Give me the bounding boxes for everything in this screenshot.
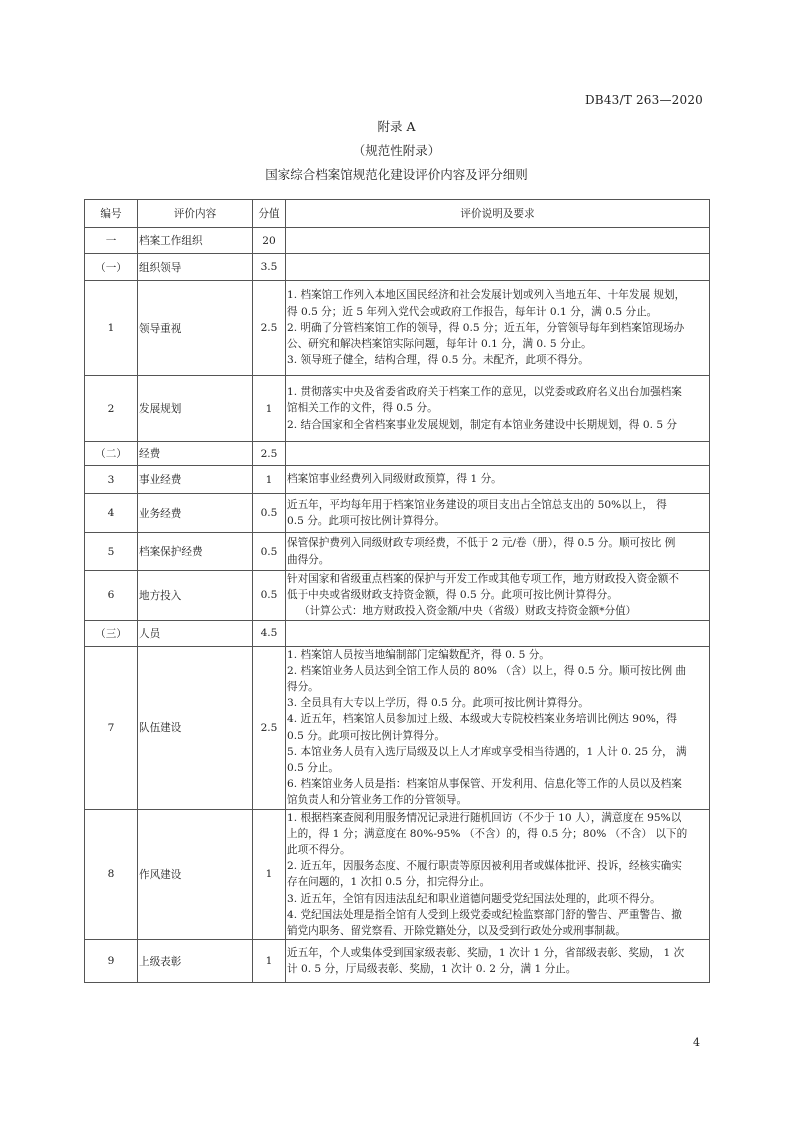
description-line: 0.5 分。此项可按比例计算得分。: [287, 729, 445, 742]
table-row: [85, 571, 710, 621]
table-row: [85, 620, 710, 646]
column-header-score: 分值: [253, 200, 286, 228]
row-description: [286, 228, 710, 254]
description-line: 4. 党纪国法处理是指全馆有人受到上级党委或纪检监察部门舒的警告、严重警告、撤: [287, 908, 682, 921]
row-item: 队伍建设: [138, 646, 253, 809]
row-description: [286, 646, 710, 809]
description-line: 此项不得分。: [287, 844, 351, 857]
table-row: [85, 376, 710, 442]
row-item: 业务经费: [138, 494, 253, 533]
row-score: 0.5: [253, 494, 286, 533]
row-score: 20: [253, 228, 286, 254]
description-line: 曲得分。: [287, 553, 330, 566]
description-line: 近五年，个人或集体受到国家级表彰、奖励，1 次计 1 分，省部级表彰、奖励， 1 次: [287, 947, 685, 960]
row-score: 1: [253, 809, 286, 940]
description-line: 0.5 分。此项可按比例计算得分。: [287, 515, 445, 527]
row-description: [286, 281, 710, 376]
row-score: 1: [253, 466, 286, 494]
description-line: 档案馆事业经费列入同级财政预算，得 1 分。: [287, 473, 502, 486]
row-item: 发展规划: [138, 376, 253, 442]
description-line: 馆负责人和分管业务工作的分管领导。: [287, 794, 468, 807]
page-number: 4: [693, 1036, 700, 1049]
table-row: [85, 254, 710, 281]
row-item: 事业经费: [138, 466, 253, 494]
row-description: [286, 494, 710, 533]
row-number: 一: [85, 228, 138, 254]
row-item: 档案保护经费: [138, 533, 253, 571]
description-line: 6. 档案馆业务人员是指：档案馆从事保管、开发利用、信息化等工作的人员以及档案: [287, 778, 682, 791]
row-item: 人员: [138, 620, 253, 646]
table-row: [85, 533, 710, 571]
row-number: （一）: [85, 254, 138, 281]
row-number: 3: [85, 466, 138, 494]
row-number: 4: [85, 494, 138, 533]
table-row: [85, 442, 710, 466]
description-line: 2. 近五年，因服务态度、不履行职责等原因被利用者或媒体批评、投诉，经核实确实: [287, 860, 682, 873]
description-line: 公、研究和解决档案馆实际问题，每年计 0.1 分，满 0. 5 分止。: [287, 338, 592, 351]
row-number: 7: [85, 646, 138, 809]
row-item: 组织领导: [138, 254, 253, 281]
row-number: 5: [85, 533, 138, 571]
description-line: 1. 档案馆人员按当地编制部门定编数配齐，得 0. 5 分。: [287, 648, 550, 661]
row-number: （二）: [85, 442, 138, 466]
description-line: 销党内职务、留党察看、开除党籍处分，以及受到行政处分或刑事制裁。: [287, 925, 626, 938]
description-line: 2. 档案馆业务人员达到全馆工作人员的 80% （含）以上，得 0.5 分。顺可按比例 曲: [287, 664, 687, 677]
row-number: 8: [85, 809, 138, 940]
row-score: 4.5: [253, 620, 286, 646]
description-line: 3. 领导班子健全，结构合理，得 0.5 分。未配齐，此项不得分。: [287, 354, 589, 367]
description-line: 1. 根据档案查阅利用服务情况记录进行随机回访（不少于 10 人），满意度在 95%以: [287, 811, 682, 824]
row-score: 2.5: [253, 442, 286, 466]
table-row: [85, 940, 710, 983]
column-header-item: 评价内容: [138, 200, 253, 228]
row-description: [286, 940, 710, 983]
description-line: 针对国家和省级重点档案的保护与开发工作或其他专项工作，地方财政投入资金额不: [287, 573, 679, 585]
row-number: 1: [85, 281, 138, 376]
row-score: 0.5: [253, 571, 286, 621]
row-description: [286, 254, 710, 281]
description-line: 5. 本馆业务人员有入选厅局级及以上人才库或享受相当待遇的，1 人计 0. 25 分， 满: [287, 745, 687, 758]
table-row: [85, 466, 710, 494]
description-line: 2. 明确了分管档案馆工作的领导，得 0.5 分；近五年，分管领导每年到档案馆现场办: [287, 321, 685, 334]
table-row: [85, 494, 710, 533]
table-row: [85, 646, 710, 809]
description-line: 低于中央或省级财政支持资金额，得 0.5 分。此项可按比例计算得分。: [287, 589, 618, 602]
row-description: [286, 466, 710, 494]
description-line: 计 0. 5 分，厅局级表彰、奖励，1 次计 0. 2 分，满 1 分止。: [287, 963, 577, 976]
row-description: [286, 571, 710, 621]
row-score: 0.5: [253, 533, 286, 571]
description-line: 3. 全员具有大专以上学历，得 0.5 分。此项可按比例计算得分。: [287, 697, 589, 710]
table-row: [85, 809, 710, 940]
description-line: 保管保护费列入同级财政专项经费，不低于 2 元/卷（册），得 0.5 分。顺可按比 例: [287, 537, 676, 550]
description-line: 2. 结合国家和全省档案事业发展规划，制定有本馆业务建设中长期规划，得 0. 5 分: [287, 418, 678, 431]
row-item: 经费: [138, 442, 253, 466]
description-line: （计算公式：地方财政投入资金额/中央（省级）财政支持资金额*分值）: [299, 605, 637, 618]
appendix-title: 附录 A: [377, 119, 416, 134]
row-description: [286, 809, 710, 940]
row-number: （三）: [85, 620, 138, 646]
description-line: 1. 贯彻落实中央及省委省政府关于档案工作的意见，以党委或政府名义出台加强档案: [287, 386, 682, 399]
description-line: 4. 近五年，档案馆人员参加过上级、本级或大专院校档案业务培训比例达 90%，得: [287, 713, 677, 726]
table-header-row: [85, 200, 710, 228]
row-number: 6: [85, 571, 138, 621]
row-item: 档案工作组织: [138, 228, 253, 254]
row-number: 2: [85, 376, 138, 442]
row-item: 地方投入: [138, 571, 253, 621]
row-number: 9: [85, 940, 138, 983]
description-line: 0.5 分止。: [287, 762, 339, 775]
row-item: 作风建设: [138, 809, 253, 940]
appendix-type: （规范性附录）: [352, 143, 441, 158]
row-score: 2.5: [253, 646, 286, 809]
row-score: 2.5: [253, 281, 286, 376]
column-header-description: 评价说明及要求: [286, 200, 710, 228]
description-line: 上的，得 1 分；满意度在 80%-95% （不含）的，得 0.5 分；80% （不含） 以下的: [287, 827, 688, 840]
description-line: 1. 档案馆工作列入本地区国民经济和社会发展计划或列入当地五年、十年发展 规划，: [287, 289, 686, 302]
description-line: 得分。: [287, 681, 319, 694]
row-description: [286, 533, 710, 571]
column-header-no: 编号: [85, 200, 138, 228]
table-row: [85, 281, 710, 376]
description-line: 存在问题的，1 次扣 0.5 分，扣完得分止。: [287, 876, 491, 889]
row-description: [286, 442, 710, 466]
row-score: 1: [253, 376, 286, 442]
row-description: [286, 620, 710, 646]
description-line: 得 0.5 分；近 5 年列入党代会或政府工作报告，每年计 0.1 分，满 0.5 分止。: [287, 305, 658, 318]
row-score: 3.5: [253, 254, 286, 281]
table-row: [85, 228, 710, 254]
description-line: 馆相关工作的文件，得 0.5 分。: [287, 402, 438, 415]
document-title: 国家综合档案馆规范化建设评价内容及评分细则: [265, 167, 528, 182]
row-item: 领导重视: [138, 281, 253, 376]
evaluation-table: [84, 199, 710, 983]
row-description: [286, 376, 710, 442]
description-line: 3. 近五年，全馆有因违法乱纪和职业道德问题受党纪国法处理的，此项不得分。: [287, 892, 661, 905]
description-line: 近五年，平均每年用于档案馆业务建设的项目支出占全馆总支出的 50%以上， 得: [287, 498, 667, 511]
row-item: 上级表彰: [138, 940, 253, 983]
standard-code: DB43/T 263—2020: [584, 93, 703, 107]
row-score: 1: [253, 940, 286, 983]
